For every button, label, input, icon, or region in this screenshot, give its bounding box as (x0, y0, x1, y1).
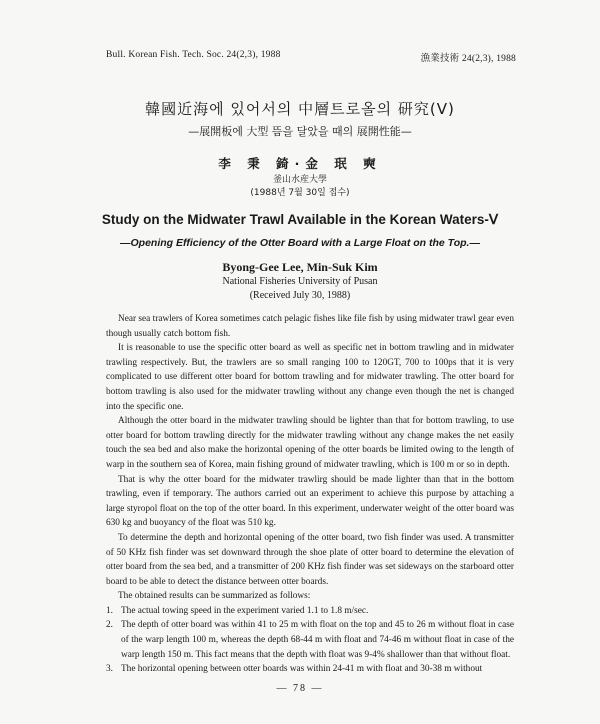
list-item (106, 618, 514, 662)
list-number: 1. (106, 605, 113, 616)
paragraph: The obtained results can be summarized as follows: (118, 591, 311, 602)
english-received-date: (Received July 30, 1988) (249, 290, 351, 301)
list-item (106, 604, 514, 619)
paragraph: Near sea trawlers of Korea sometimes catch pelagic fishes like file fish by using midwater trawl gear even though usually catch bottom fish. (106, 314, 514, 339)
korean-affiliation: 釜山水産大學 (272, 175, 327, 185)
list-text: The horizontal opening between otter boards was within 24-41 m with float and 30-38 m without (121, 664, 483, 675)
page-number: — 78 — (276, 683, 324, 694)
list-number: 3. (106, 664, 113, 675)
paragraph: That is why the otter board for the midwater trawlirg should be made lighter than that in the bottom trawling, even if temporary. The authors carried out an experiment to achieve this purpose by attaching a large styropol float on the top of the otter board. In this experiment, underwater weight of the otter board was 630 kg and buoyancy of the float was 510 kg. (106, 474, 514, 529)
list-text: The depth of otter board was within 41 to 25 m with float on the top and 45 to 26 m without float in case of the warp length 100 m, whereas the depth 68-44 m with float and 74-46 m without float in case of the warp length 150 m. This fact means that the depth with float was 9-4% shallower than that without float. (121, 620, 514, 660)
paragraph: Although the otter board in the midwater trawling should be lighter than that for bottom trawling, to use otter board for bottom trawling directly for the midwater trawling without any change makes the net easily touch the sea bed and also make the horizontal opening of the otter boards be limited owing to the length of warp in the southern sea of Korea, main fishing ground of midwater trawling, which is 100 m or so in depth. (106, 416, 514, 470)
english-authors: Byong-Gee Lee, Min-Suk Kim (222, 260, 378, 274)
english-subtitle: —Opening Efficiency of the Otter Board with a Large Float on the Top.— (120, 237, 480, 249)
korean-received-date: (1988년 7월 30일 접수) (250, 188, 350, 198)
english-affiliation: National Fisheries University of Pusan (222, 276, 378, 287)
journal-header-left: Bull. Korean Fish. Tech. Soc. 24(2,3), 1988 (106, 50, 281, 60)
list-text: The actual towing speed in the experiment varied 1.1 to 1.8 m/sec. (121, 605, 369, 616)
abstract-body (106, 312, 514, 677)
korean-subtitle: —展開板에 大型 뜸을 달았을 때의 展開性能— (188, 125, 412, 138)
english-title: Study on the Midwater Trawl Available in the Korean Waters-Ⅴ (101, 212, 499, 227)
korean-title: 韓國近海에 있어서의 中層트로올의 研究(Ⅴ) (145, 100, 455, 118)
paragraph: To determine the depth and horizontal opening of the otter board, two fish finder was used. A transmitter of 50 KHz fish finder was set downward through the shoe plate of otter board to determine the elevation of otter board from the sea bed, and a transmitter of 200 KHz fish finder was set sideways on the starboard otter board to be able to detect the distance between otter boards. (106, 532, 514, 587)
korean-authors: 李 秉 錡·金 珉 奭 (218, 156, 382, 171)
paragraph: It is reasonable to use the specific otter board as well as specific net in bottom trawling and in midwater trawling respectively. But, the trawlers are so small ranging 100 to 120GT, 700 to 100ps that it is very complicated to use different otter board for bottom trawling and for midwater trawling. The otter board for bottom trawling is also used for the midwater trawling without any change even though the net is changed into the specific one. (106, 343, 514, 412)
list-item (106, 662, 514, 677)
journal-header-right: 漁業技術 24(2,3), 1988 (420, 54, 516, 64)
list-number: 2. (106, 620, 113, 631)
